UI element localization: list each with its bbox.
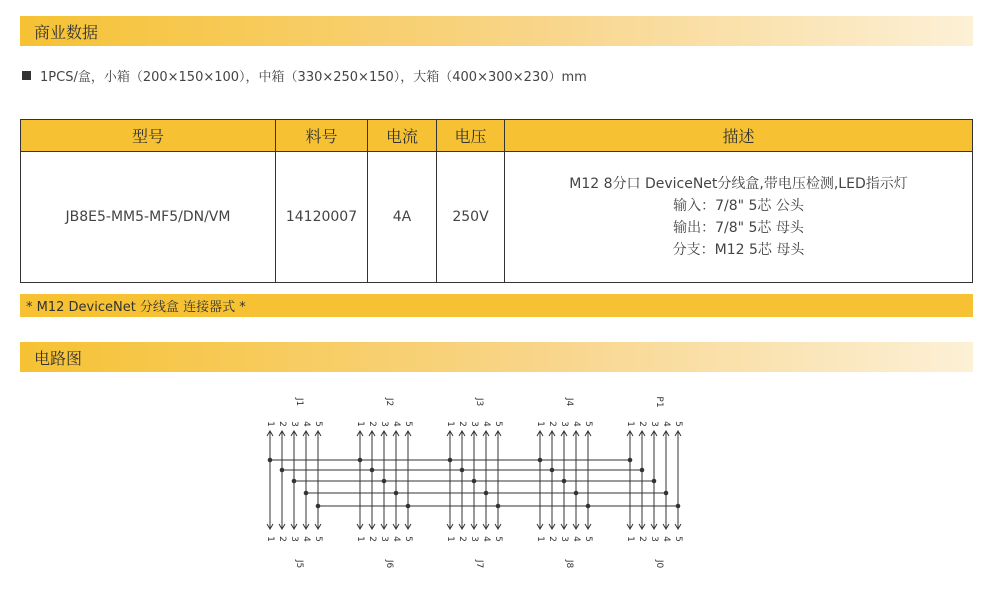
junction-dot <box>574 491 579 496</box>
pin-number-top: 4 <box>391 421 401 427</box>
pin-number-bottom: 5 <box>493 536 503 542</box>
pin-number-top: 5 <box>313 421 323 427</box>
pin-number-top: 4 <box>301 421 311 427</box>
connector-label-bottom: J5 <box>294 559 304 569</box>
description-line: 分支：M12 5芯 母头 <box>672 242 805 258</box>
pin-number-bottom: 5 <box>583 536 593 542</box>
circuit-diagram <box>250 388 690 578</box>
pin-number-bottom: 1 <box>265 536 275 542</box>
pin-number-bottom: 5 <box>403 536 413 542</box>
junction-dot <box>394 491 399 496</box>
cell-model: JB8E5-MM5-MF5/DN/VM <box>21 152 276 283</box>
connector-label-top: P1 <box>654 396 664 408</box>
pin-number-top: 4 <box>571 421 581 427</box>
pin-number-bottom: 5 <box>673 536 683 542</box>
header-part-no: 料号 <box>276 120 368 152</box>
cell-description <box>505 152 973 283</box>
pin-number-bottom: 1 <box>355 536 365 542</box>
pin-number-bottom: 3 <box>379 536 389 542</box>
junction-dot <box>640 468 645 473</box>
pin-number-top: 2 <box>457 421 467 427</box>
cell-part-no: 14120007 <box>276 152 368 283</box>
pin-number-top: 3 <box>289 421 299 427</box>
pin-number-bottom: 4 <box>661 536 671 542</box>
pin-number-bottom: 3 <box>469 536 479 542</box>
pin-number-top: 2 <box>367 421 377 427</box>
junction-dot <box>550 468 555 473</box>
pin-number-top: 5 <box>673 421 683 427</box>
connector-label-bottom: J6 <box>384 559 394 569</box>
pin-number-top: 2 <box>277 421 287 427</box>
junction-dot <box>586 504 591 509</box>
junction-dot <box>382 479 387 484</box>
junction-dot <box>484 491 489 496</box>
connector-label-bottom: J7 <box>474 559 484 569</box>
spec-table <box>20 119 973 283</box>
pin-number-top: 5 <box>403 421 413 427</box>
pin-number-bottom: 1 <box>535 536 545 542</box>
junction-dot <box>652 479 657 484</box>
junction-dot <box>448 458 453 463</box>
packaging-info <box>22 66 587 85</box>
junction-dot <box>628 458 633 463</box>
junction-dot <box>370 468 375 473</box>
note-bar <box>20 294 973 317</box>
pin-number-top: 2 <box>547 421 557 427</box>
section-title: 电路图 <box>34 348 83 368</box>
pin-number-top: 1 <box>535 421 545 427</box>
connector-label-top: J4 <box>564 397 574 407</box>
junction-dot <box>280 468 285 473</box>
table-row <box>21 152 973 283</box>
pin-number-bottom: 5 <box>313 536 323 542</box>
cell-voltage: 250V <box>437 152 505 283</box>
cell-current: 4A <box>368 152 437 283</box>
header-voltage: 电压 <box>437 120 505 152</box>
junction-dot <box>358 458 363 463</box>
junction-dot <box>676 504 681 509</box>
description-line: M12 8分口 DeviceNet分线盒,带电压检测,LED指示灯 <box>569 176 908 192</box>
pin-number-bottom: 3 <box>649 536 659 542</box>
pin-number-top: 1 <box>445 421 455 427</box>
pin-number-top: 3 <box>469 421 479 427</box>
pin-number-bottom: 4 <box>301 536 311 542</box>
junction-dot <box>460 468 465 473</box>
pin-number-top: 1 <box>625 421 635 427</box>
pin-number-top: 4 <box>481 421 491 427</box>
table-header-row <box>21 120 973 152</box>
pin-number-bottom: 2 <box>277 536 287 542</box>
pin-number-bottom: 4 <box>481 536 491 542</box>
pin-number-bottom: 2 <box>457 536 467 542</box>
section-header-circuit <box>20 342 973 372</box>
junction-dot <box>268 458 273 463</box>
pin-number-top: 2 <box>637 421 647 427</box>
junction-dot <box>316 504 321 509</box>
junction-dot <box>664 491 669 496</box>
junction-dot <box>538 458 543 463</box>
connector-label-top: J3 <box>474 397 484 407</box>
pin-number-top: 1 <box>355 421 365 427</box>
pin-number-bottom: 4 <box>391 536 401 542</box>
pin-number-bottom: 2 <box>637 536 647 542</box>
junction-dot <box>472 479 477 484</box>
pin-number-top: 5 <box>583 421 593 427</box>
description-line: 输入：7/8" 5芯 公头 <box>673 198 804 214</box>
connector-label-bottom: J0 <box>654 559 664 569</box>
header-model: 型号 <box>21 120 276 152</box>
pin-number-bottom: 3 <box>559 536 569 542</box>
junction-dot <box>406 504 411 509</box>
pin-number-bottom: 1 <box>625 536 635 542</box>
junction-dot <box>562 479 567 484</box>
pin-number-top: 3 <box>649 421 659 427</box>
bullet-square-icon <box>22 71 31 80</box>
pin-number-top: 3 <box>379 421 389 427</box>
pin-number-top: 1 <box>265 421 275 427</box>
junction-dot <box>304 491 309 496</box>
pin-number-bottom: 4 <box>571 536 581 542</box>
section-header-business <box>20 16 973 46</box>
connector-label-bottom: J8 <box>564 559 574 569</box>
pin-number-bottom: 2 <box>547 536 557 542</box>
pin-number-bottom: 3 <box>289 536 299 542</box>
pin-number-bottom: 2 <box>367 536 377 542</box>
junction-dot <box>292 479 297 484</box>
pin-number-top: 4 <box>661 421 671 427</box>
pin-number-bottom: 1 <box>445 536 455 542</box>
pin-number-top: 5 <box>493 421 503 427</box>
junction-dot <box>496 504 501 509</box>
note-text: * M12 DeviceNet 分线盒 连接器式 * <box>26 300 246 315</box>
packaging-text: 1PCS/盒，小箱（200×150×100），中箱（330×250×150），大箱（400×300×230）mm <box>40 70 587 85</box>
header-current: 电流 <box>368 120 437 152</box>
connector-label-top: J2 <box>384 397 394 407</box>
connector-label-top: J1 <box>294 397 304 407</box>
section-title: 商业数据 <box>34 22 99 42</box>
header-description: 描述 <box>505 120 973 152</box>
pin-number-top: 3 <box>559 421 569 427</box>
description-line: 输出：7/8" 5芯 母头 <box>673 220 804 236</box>
